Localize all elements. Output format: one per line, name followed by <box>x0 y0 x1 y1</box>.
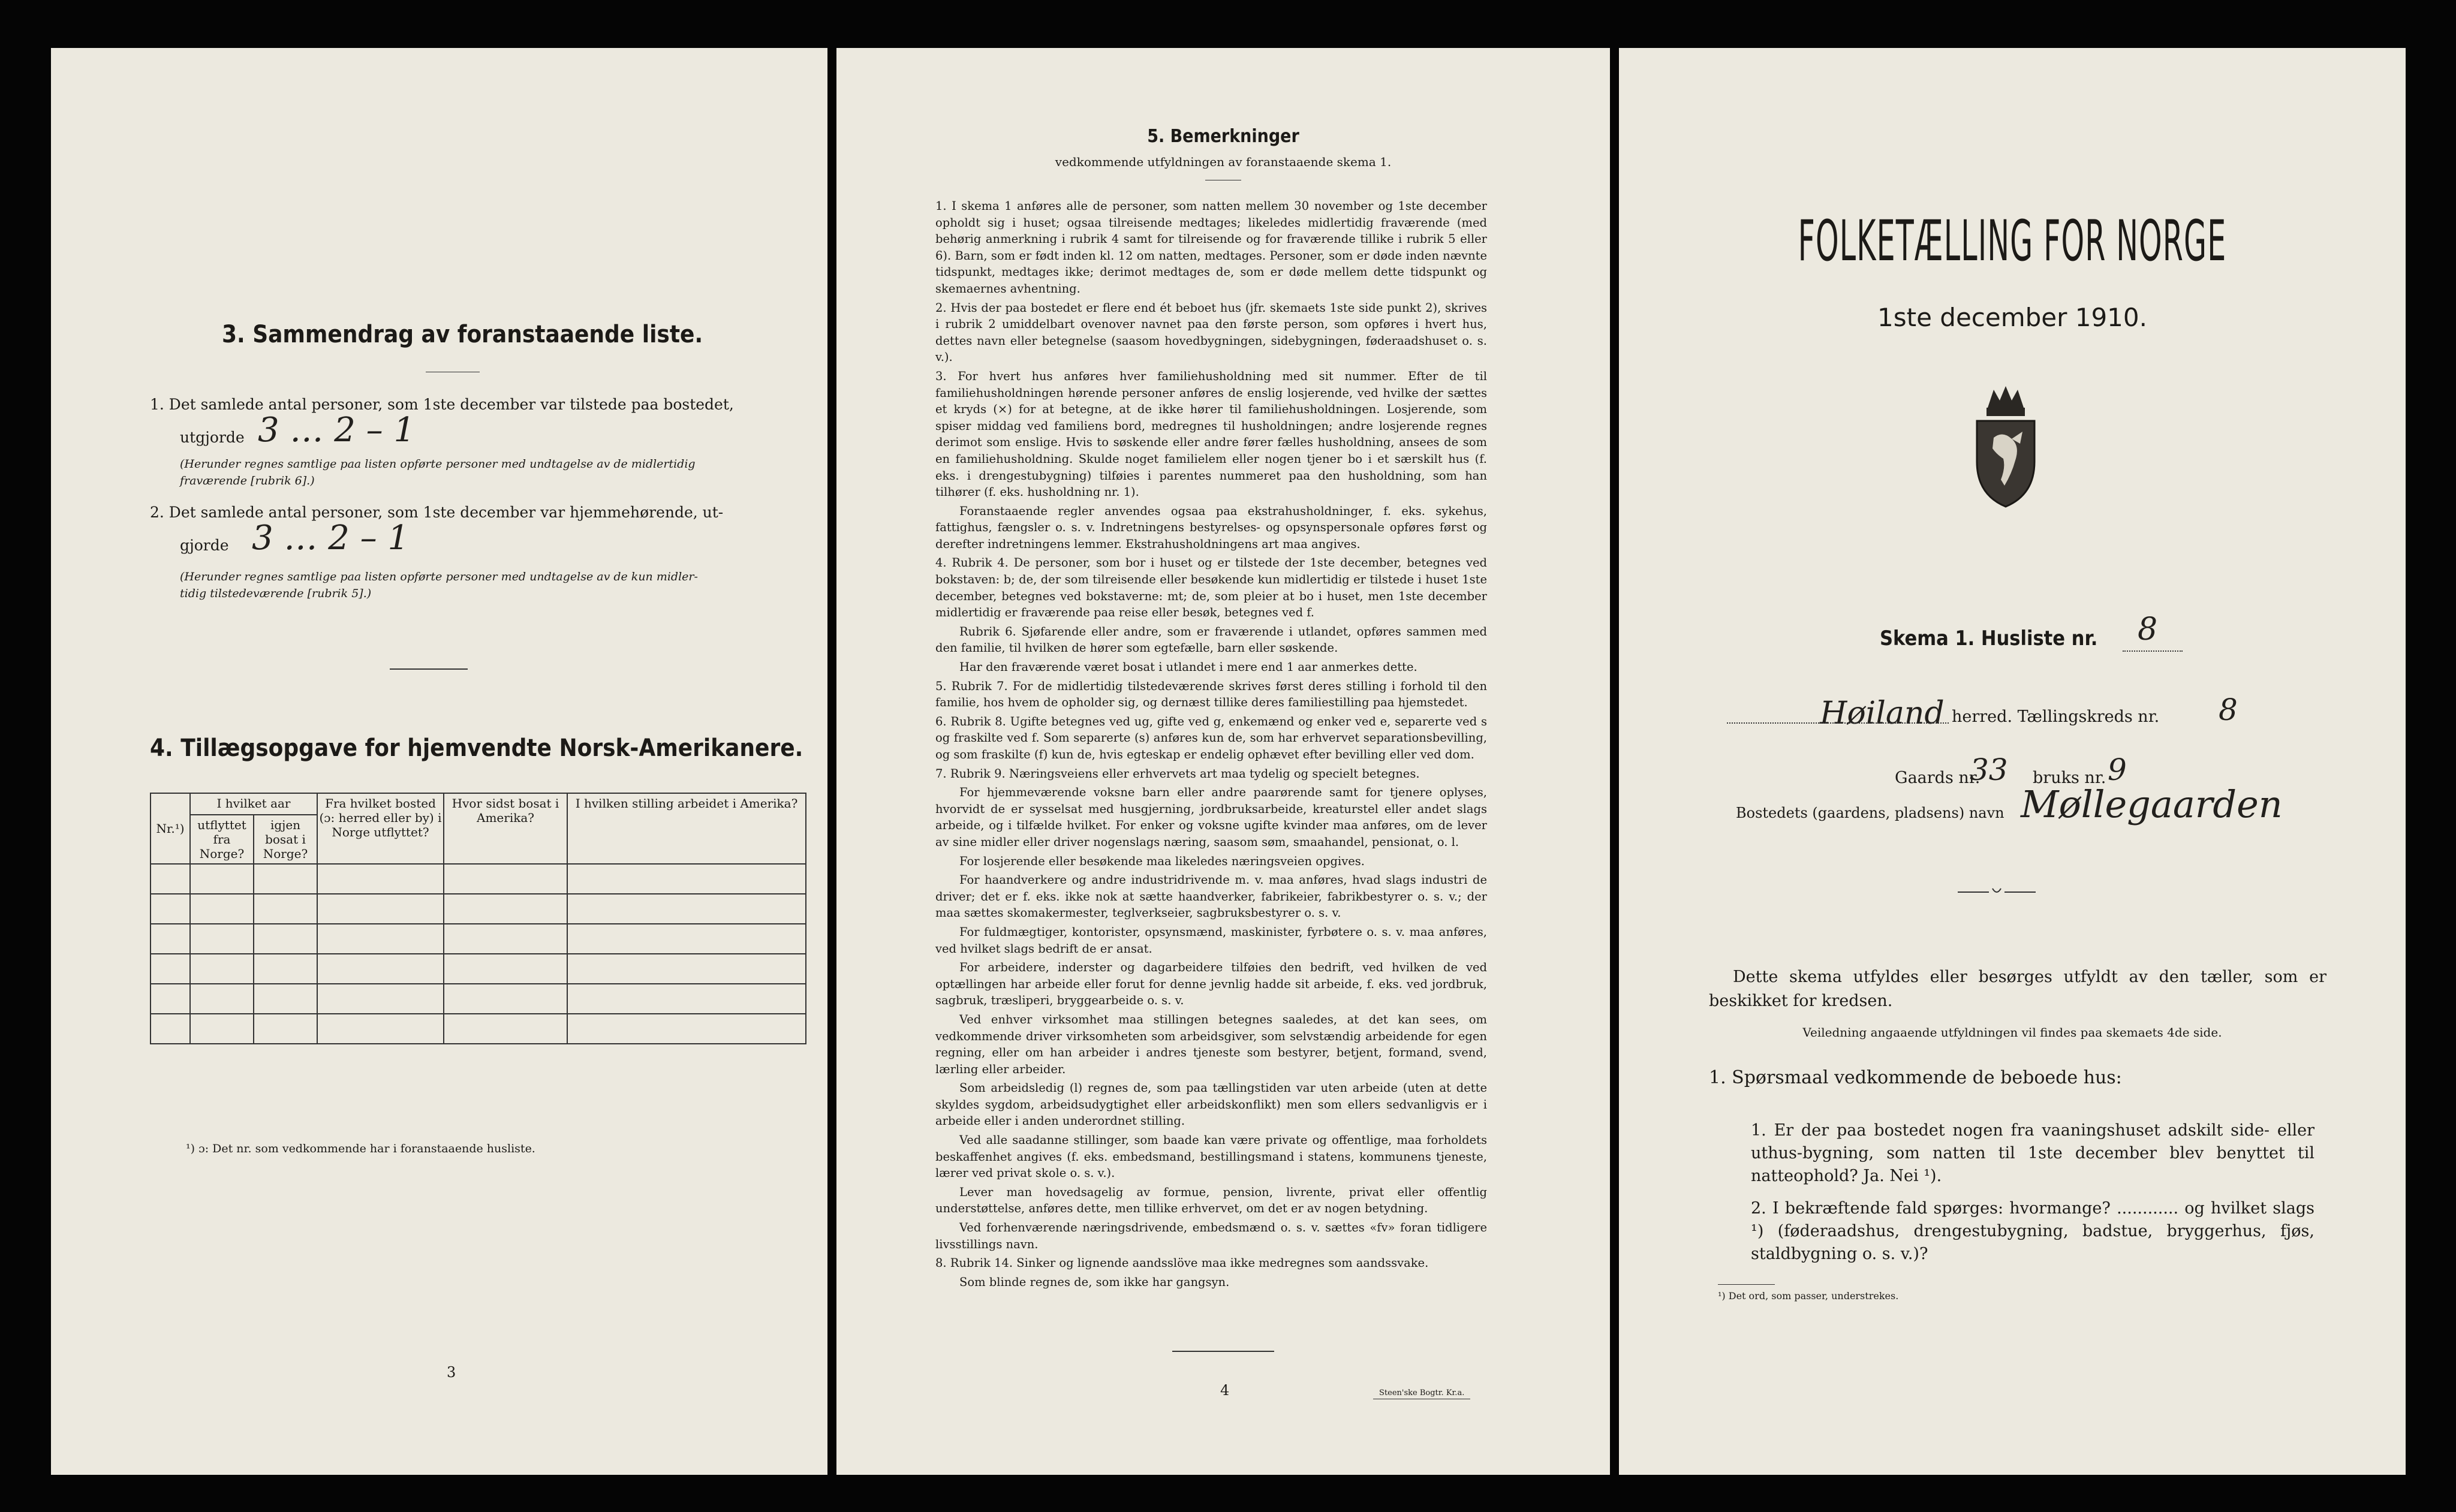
bosted-label: Bostedets (gaardens, pladsens) navn <box>1736 805 2004 821</box>
remark-7f: For arbeidere, inderster og dagarbeidere tilføies den bedrift, ved hvilken de ved optællingen har arbeide eller forut for denne jevnlig hadde sit arbeide, f. eks. ved jordbruk, sagbruk, træsliperi, bryggearbeide o. s. v. <box>935 960 1487 1008</box>
col-group-aar: I hvilket aar <box>190 793 317 815</box>
remark-8: 8. Rubrik 14. Sinker og lignende aandsslöve maa ikke medregnes som aandssvake. <box>935 1256 1429 1270</box>
remark-1: 1. I skema 1 anføres alle de personer, som natten mellem 30 november og 1ste december opholdt sig i huset; ogsaa tilreisende medtages; likeledes midlertidig fraværende (med behørig anmerkning i rubrik 4 samt for tilreisende og for fraværende tillike i rubrik 5 eller 6). Barn, som er født inden kl. 12 om natten, medtages. Personer, som er døde inden nævnte tidspunkt, medtages ikke; derimot medtages de, som er døde mellem dette tidspunkt og skemaernes avhentning. <box>935 199 1487 296</box>
gaards-nr-value: 33 <box>1970 752 2008 787</box>
remark-7k: Ved forhenværende næringsdrivende, embedsmænd o. s. v. sættes «fv» foran tidligere livsstillings navn. <box>935 1221 1487 1251</box>
page-number-4: 4 <box>1220 1382 1230 1399</box>
table-row <box>151 984 806 1014</box>
remark-7g: Ved enhver virksomhet maa stillingen betegnes saaledes, at det kan sees, om vedkommende driver virksomheten som arbeidsgiver, som selvstændig arbeidende for egen regning, eller om han arbeider i andres tjeneste som bestyrer, betjent, formand, svend, lærling eller arbeider. <box>935 1012 1487 1076</box>
remark-4c: Har den fraværende været bosat i utlandet i mere end 1 aar anmerkes dette. <box>959 660 1417 674</box>
page-3 <box>51 48 827 1475</box>
bosted-value: Møllegaarden <box>2021 782 2283 826</box>
norsk-amerikanere-table <box>150 793 806 1044</box>
item1-value: 3 … 2 – 1 <box>258 411 416 450</box>
remark-5: 5. Rubrik 7. For de midlertidig tilstedeværende skrives først deres stilling i forhold til den familie, hos hvem de opholder sig, og dernæst tillike deres familiestilling paa hjemstedet. <box>935 679 1487 710</box>
bruks-label: bruks nr. <box>2033 769 2106 787</box>
skema-label: Skema 1. Husliste nr. <box>1880 627 2098 650</box>
remark-7b: For hjemmeværende voksne barn eller andre paarørende samt for tjenere oplyses, hvorvidt de er sysselsat med husgjerning, jordbruksarbeide, kreaturstel eller andet slags arbeide, og i tilfælde hvilket. For enker og voksne ugifte kvinder maa anføres, om de lever av sine midler eller driver nogenslags næring, saasom søm, smaahandel, pensionat, o. l. <box>935 785 1487 849</box>
section-3-title: 3. Sammendrag av foranstaaende liste. <box>222 321 703 348</box>
item2-note-1: (Herunder regnes samtlige paa listen opførte personer med undtagelse av de kun midler- <box>180 570 698 583</box>
remark-7j: Lever man hovedsagelig av formue, pension, livrente, privat eller offentlig understøttelse, anføres dette, men tillike erhvervet, om det er av nogen betydning. <box>935 1185 1487 1216</box>
herred-label: herred. Tællingskreds nr. <box>1952 707 2160 726</box>
table-row <box>151 864 806 894</box>
question-1-1: 1. Er der paa bostedet nogen fra vaaningshuset adskilt side- eller uthus-bygning, som natten til 1ste december blev benyttet til natteophold? Ja. Nei ¹). <box>1751 1121 2314 1185</box>
census-date: 1ste december 1910. <box>1877 303 2147 332</box>
remarks-title: 5. Bemerkninger <box>1147 126 1299 147</box>
husliste-nr-value: 8 <box>2138 612 2158 647</box>
page-1 <box>1619 48 2406 1475</box>
veiledning-note: Veiledning angaaende utfyldningen vil findes paa skemaets 4de side. <box>1802 1025 2222 1040</box>
col-bosted: Fra hvilket bosted (ɔ: herred eller by) i Norge utflyttet? <box>317 793 444 864</box>
printer-mark: Steen'ske Bogtr. Kr.a. <box>1373 1388 1470 1399</box>
remark-2: 2. Hvis der paa bostedet er flere end ét beboet hus (jfr. skemaets 1ste side punkt 2), skrives i rubrik 2 umiddelbart ovenover navnet paa den første person, som opføres i hvert hus, dettes navn eller betegnelse (saasom hovedbygningen, sidebygningen, føderaadshuset o. s. v.). <box>935 300 1487 365</box>
item2-note-2: tidig tilstedeværende [rubrik 5].) <box>180 587 372 600</box>
item2-value: 3 … 2 – 1 <box>252 519 410 558</box>
table-row <box>151 894 806 924</box>
bruks-nr-value: 9 <box>2108 752 2127 787</box>
table-row <box>151 954 806 984</box>
kreds-nr-value: 8 <box>2219 692 2238 727</box>
col-sidst: Hvor sidst bosat i Amerika? <box>444 793 567 864</box>
page-number-3: 3 <box>447 1364 456 1381</box>
item1-note-1: (Herunder regnes samtlige paa listen opførte personer med undtagelse av de midlertidig <box>180 457 696 471</box>
remark-7e: For fuldmægtiger, kontorister, opsynsmænd, maskinister, fyrbøtere o. s. v. maa anføres, ved hvilket slags bedrift de er ansat. <box>935 924 1487 956</box>
coat-of-arms-icon <box>1970 384 2042 510</box>
item1-lead: utgjorde <box>180 429 245 446</box>
remark-7h: Som arbeidsledig (l) regnes de, som paa tællingstiden var uten arbeide (uten at dette skyldes sygdom, arbeidsudygtighet eller arbeidskonflikt) men som ellers sedvanligvis er i arbeide eller i anden underordnet stilling. <box>935 1081 1487 1128</box>
gaards-label: Gaards nr. <box>1895 769 1981 787</box>
remark-7d: For haandverkere og andre industridrivende m. v. maa anføres, hvad slags industri de driver; det er f. eks. ikke nok at sætte haandverker, fabrikeier, fabrikbestyrer o. s. v.; der maa sættes skomakermester, teglverkseier, sagbruksbestyrer o. s. v. <box>935 873 1487 920</box>
page1-footnote: ¹) Det ord, som passer, understrekes. <box>1718 1290 1899 1302</box>
question-1-2: 2. I bekræftende fald spørges: hvormange? ............ og hvilket slags ¹) (føderaadshus, drengestubygning, badstue, bryggerhus, fjøs, staldbygning o. s. v.)? <box>1751 1199 2314 1263</box>
table-footnote: ¹) ɔ: Det nr. som vedkommende har i foranstaaende husliste. <box>186 1142 535 1155</box>
remark-7i: Ved alle saadanne stillinger, som baade kan være private og offentlige, maa forholdets beskaffenhet angives (f. eks. embedsmand, bestillingsmand i statens, kommunens tjeneste, lærer ved privat skole o. s. v.). <box>935 1133 1487 1180</box>
herred-value: Høiland <box>1820 695 1945 731</box>
col-stilling: I hvilken stilling arbeidet i Amerika? <box>567 793 806 864</box>
item1-note-2: fraværende [rubrik 6].) <box>180 474 315 487</box>
question-1-heading: 1. Spørsmaal vedkommende de beboede hus: <box>1709 1067 2122 1088</box>
remarks-subtitle: vedkommende utfyldningen av foranstaaende skema 1. <box>1055 155 1392 169</box>
table-row <box>151 924 806 954</box>
remark-7: 7. Rubrik 9. Næringsveiens eller erhvervets art maa tydelig og specielt betegnes. <box>935 766 1420 781</box>
page-4 <box>836 48 1610 1475</box>
remark-8b: Som blinde regnes de, som ikke har gangsyn. <box>959 1275 1230 1289</box>
remark-4b: Rubrik 6. Sjøfarende eller andre, som er fraværende i utlandet, opføres sammen med den familie, til hvilken de hører som egtefælle, barn eller søskende. <box>935 624 1487 655</box>
col-nr: Nr.¹) <box>151 793 190 864</box>
remark-7c: For losjerende eller besøkende maa likeledes næringsveien opgives. <box>959 854 1365 868</box>
section-4-title: 4. Tillægsopgave for hjemvendte Norsk-Amerikanere. <box>150 734 803 762</box>
remark-3b: Foranstaaende regler anvendes ogsaa paa ekstrahusholdninger, f. eks. sykehus, fattighus, fængsler o. s. v. Indretningens bestyrelses- og opsynspersonale opføres først og derefter indretningens lemmer. Ekstrahusholdningens art maa angives. <box>935 504 1487 551</box>
remark-3: 3. For hvert hus anføres hver familiehusholdning med sit nummer. Efter de til familiehusholdningen hørende personer anføres de enslig losjerende, ved hvilke der sættes et kryds (×) for at betegne, at de ikke hører til familiehusholdningen. Losjerende, som spiser middag ved familiens bord, medregnes til husholdningen; andre losjerende regnes derimot som enslige. Hvis to søskende eller andre fører fælles husholdning, ansees de som en familiehusholdning. Skulde noget familielem eller nogen tjener bo i et særskilt hus (f. eks. i drengestubygning) tilføies i parentes nummeret paa den husholdning, som han tilhører (f. eks. husholdning nr. 1). <box>935 369 1487 499</box>
col-igjen: igjen bosat i Norge? <box>254 815 317 864</box>
item2-line: 2. Det samlede antal personer, som 1ste december var hjemmehørende, ut- <box>150 504 724 521</box>
col-utflyttet: utflyttet fra Norge? <box>190 815 254 864</box>
remark-6: 6. Rubrik 8. Ugifte betegnes ved ug, gifte ved g, enkemænd og enker ved e, separerte ved s og fraskilte ved f. Som separerte (s) anføres kun de, som har erhvervet separationsbevilling, og som fraskilte (f) kun de, hvis egteskap er endelig ophævet efter bevilling eller ved dom. <box>935 714 1487 761</box>
ornament-divider <box>1958 886 2036 898</box>
intro-text: Dette skema utfyldes eller besørges utfyldt av den tæller, som er beskikket for kredsen. <box>1709 968 2326 1010</box>
remark-4: 4. Rubrik 4. De personer, som bor i huset og er tilstede der 1ste december, betegnes ved bokstaven: b; de, der som tilreisende eller besøkende kun midlertidig er tilstede i huset 1ste december, betegnes ved bokstaverne: mt; de, som pleier at bo i huset, men 1ste december midlertidig er fraværende paa reise eller besøk, betegnes ved f. <box>935 556 1487 620</box>
remarks-body <box>935 198 1487 1293</box>
table-row <box>151 1014 806 1044</box>
census-title: FOLKETÆLLING FOR NORGE <box>1798 209 2227 274</box>
item1-line: 1. Det samlede antal personer, som 1ste december var tilstede paa bostedet, <box>150 396 734 413</box>
item2-lead: gjorde <box>180 537 229 554</box>
